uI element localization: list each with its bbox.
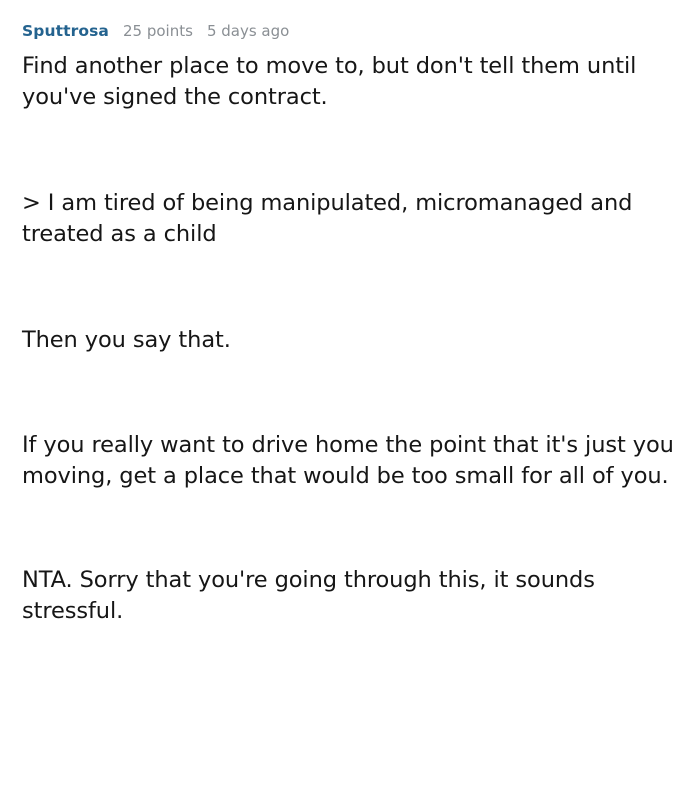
comment-score: 25 points: [123, 22, 193, 40]
comment-paragraph-3: Then you say that.: [22, 327, 231, 354]
comment-meta: [22, 22, 676, 40]
comment-paragraph-5: NTA. Sorry that you're going through this, it sounds stressful.: [22, 567, 595, 624]
comment-body: [22, 51, 676, 626]
comment-timestamp: 5 days ago: [206, 22, 290, 40]
paragraph-spacer: [22, 112, 676, 188]
comment-quote: > I am tired of being manipulated, micromanaged and treated as a child: [22, 190, 633, 247]
comment-paragraph-4: If you really want to drive home the point that it's just you moving, get a place that would be too small for all of you.: [22, 431, 674, 489]
comment-paragraph-1: Find another place to move to, but don't tell them until you've signed the contract.: [22, 53, 637, 110]
paragraph-spacer: [22, 249, 676, 325]
paragraph-spacer: [22, 491, 676, 565]
paragraph-spacer: [22, 356, 676, 430]
comment-author[interactable]: Sputtrosa: [22, 22, 109, 40]
